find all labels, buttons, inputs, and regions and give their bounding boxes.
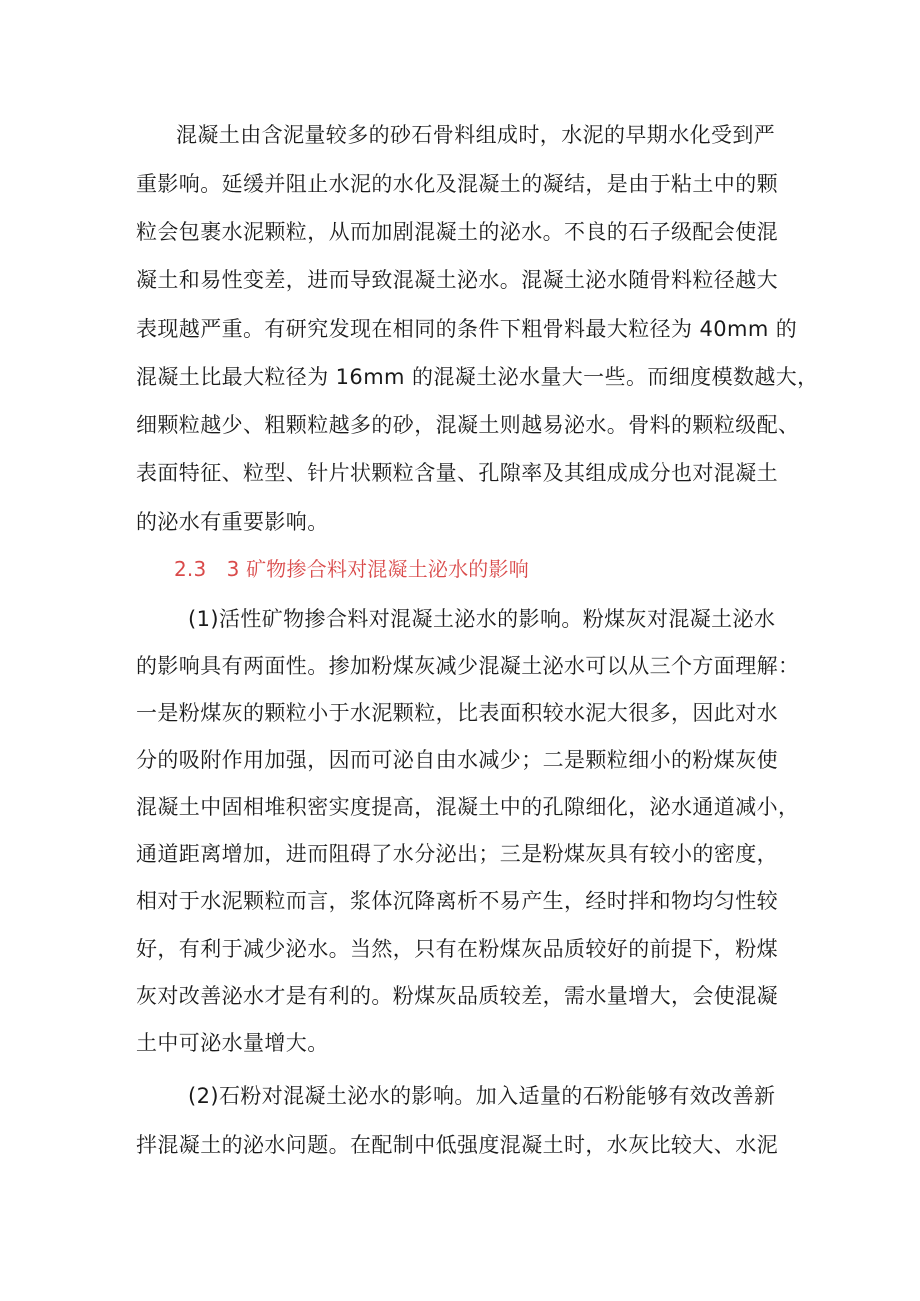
paragraph-2-line: 灰对改善泌水才是有利的。粉煤灰品质较差，需水量增大，会使混凝 — [136, 984, 778, 1008]
paragraph-1-line: 细颗粒越少、粗颗粒越多的砂，混凝土则越易泌水。骨料的颗粒级配、 — [136, 413, 800, 437]
paragraph-1-line: 表面特征、粒型、针片状颗粒含量、孔隙率及其组成成分也对混凝土 — [136, 461, 778, 485]
paragraph-1-line: 的泌水有重要影响。 — [136, 510, 329, 534]
paragraph-3-line: 拌混凝土的泌水问题。在配制中低强度混凝土时，水灰比较大、水泥 — [136, 1133, 778, 1157]
paragraph-1-line: 混凝土比最大粒径为 16mm 的混凝土泌水量大一些。而细度模数越大， — [136, 365, 819, 389]
paragraph-3-line: (2)石粉对混凝土泌水的影响。加入适量的石粉能够有效改善新 — [188, 1084, 776, 1108]
paragraph-2-line: 的影响具有两面性。掺加粉煤灰减少混凝土泌水可以从三个方面理解： — [136, 654, 800, 678]
paragraph-1-line: 粒会包裹水泥颗粒，从而加剧混凝土的泌水。不良的石子级配会使混 — [136, 220, 778, 244]
paragraph-1-line: 混凝土由含泥量较多的砂石骨料组成时，水泥的早期水化受到严 — [176, 123, 776, 147]
paragraph-2-line: 混凝土中固相堆积密实度提高，混凝土中的孔隙细化，泌水通道减小， — [136, 795, 800, 819]
paragraph-2-line: 相对于水泥颗粒而言，浆体沉降离析不易产生，经时拌和物均匀性较 — [136, 889, 778, 913]
paragraph-2-line: 土中可泌水量增大。 — [136, 1031, 329, 1055]
paragraph-1-line: 凝土和易性变差，进而导致混凝土泌水。混凝土泌水随骨料粒径越大 — [136, 268, 778, 292]
paragraph-1-line: 重影响。延缓并阻止水泥的水化及混凝土的凝结，是由于粘土中的颗 — [136, 172, 778, 196]
paragraph-2-line: 分的吸附作用加强，因而可泌自由水减少；二是颗粒细小的粉煤灰使 — [136, 748, 778, 772]
paragraph-2-line: 好，有利于减少泌水。当然，只有在粉煤灰品质较好的前提下，粉煤 — [136, 937, 778, 961]
paragraph-2-line: 通道距离增加，进而阻碍了水分泌出；三是粉煤灰具有较小的密度， — [136, 842, 778, 866]
paragraph-2-line: 一是粉煤灰的颗粒小于水泥颗粒，比表面积较水泥大很多，因此对水 — [136, 701, 778, 725]
paragraph-1-line: 表现越严重。有研究发现在相同的条件下粗骨料最大粒径为 40mm 的 — [136, 317, 798, 341]
section-heading: 2.3 3 矿物掺合料对混凝土泌水的影响 — [174, 557, 529, 581]
paragraph-2-line: (1)活性矿物掺合料对混凝土泌水的影响。粉煤灰对混凝土泌水 — [188, 607, 776, 631]
